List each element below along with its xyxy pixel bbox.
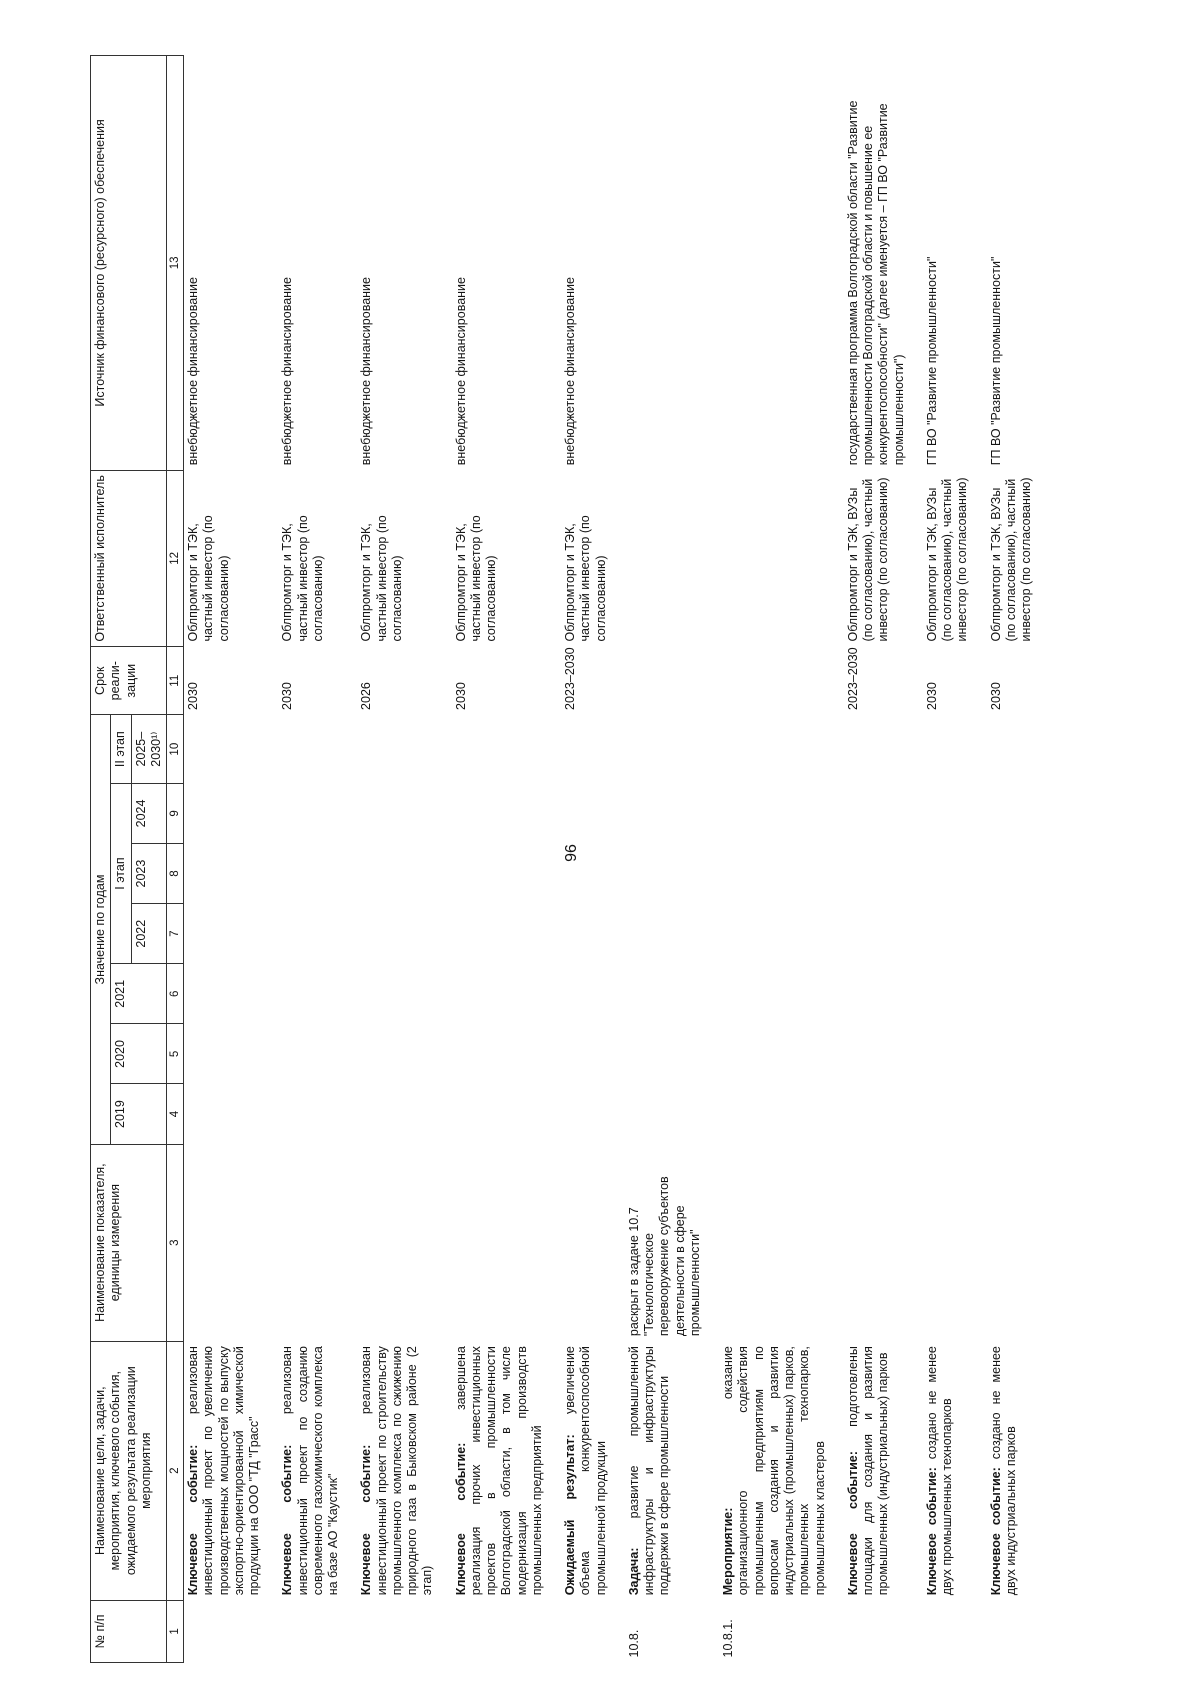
column-number: 3 (167, 1144, 184, 1341)
row-kind: Ключевое событие: (186, 1444, 201, 1596)
header-num: № п/п (91, 1600, 167, 1662)
row-indicator (561, 1144, 625, 1341)
row-term (625, 647, 719, 715)
row-name (452, 1341, 562, 1600)
row-name (719, 1341, 844, 1600)
row-term: 2026 (359, 682, 374, 710)
row-name (278, 1341, 357, 1600)
row-name-text: реализован инвестиционный проект по созданию современного газохимического комплекса на базе АО "Каустик" (280, 1346, 341, 1596)
row-responsible (719, 470, 844, 646)
column-number: 13 (167, 56, 184, 471)
table-row (561, 56, 625, 1663)
row-source: внебюджетное финансирование (359, 277, 374, 466)
header-2024: 2024 (131, 783, 167, 843)
row-term: 2030 (186, 682, 201, 710)
row-num (357, 1600, 451, 1662)
row-responsible: Облпромторг и ТЭК, ВУЗы (по согласованию), частный инвестор (по согласованию) (988, 477, 1034, 642)
header-2021: 2021 (111, 964, 167, 1024)
row-term: 2030 (924, 682, 939, 710)
column-number: 5 (167, 1024, 184, 1084)
row-kind: Ключевое событие: (359, 1444, 374, 1596)
row-num (278, 1600, 357, 1662)
header-2020: 2020 (111, 1024, 167, 1084)
row-responsible (625, 470, 719, 646)
column-numbers-row (167, 56, 184, 1663)
row-name (844, 1341, 923, 1600)
row-source: ГП ВО "Развитие промышленности" (924, 256, 939, 466)
row-term: 2030 (988, 682, 1003, 710)
column-number: 6 (167, 964, 184, 1024)
row-name-text: завершена реализация прочих инвестиционных проектов в промышленности Волгоградской области, в том числе модернизация производств промышленных предприятий (453, 1346, 544, 1596)
column-number: 4 (167, 1084, 184, 1144)
row-num (452, 1600, 562, 1662)
row-num (844, 1600, 923, 1662)
header-stage2: II этап (111, 715, 131, 783)
row-term (719, 647, 844, 715)
row-kind: Ожидаемый результат: (563, 1434, 578, 1596)
row-source: внебюджетное финансирование (186, 277, 201, 466)
row-kind: Мероприятие: (721, 1507, 736, 1596)
header-2019: 2019 (111, 1084, 167, 1144)
row-responsible: Облпромторг и ТЭК, частный инвестор (по согласованию) (359, 515, 404, 642)
table-row (719, 56, 844, 1663)
row-responsible: Облпромторг и ТЭК, частный инвестор (по согласованию) (280, 515, 325, 642)
header-responsible: Ответственный исполнитель (91, 470, 167, 646)
column-number: 10 (167, 715, 184, 783)
row-term: 2030 (280, 682, 295, 710)
row-name-text: создано не менее двух промышленных технопарков (924, 1346, 955, 1596)
row-kind: Ключевое событие: (988, 1467, 1003, 1596)
table-header (91, 56, 184, 1663)
row-source (719, 56, 844, 471)
row-kind: Ключевое событие: (280, 1444, 295, 1596)
row-responsible: Облпромторг и ТЭК, частный инвестор (по согласованию) (453, 515, 499, 642)
row-responsible: Облпромторг и ТЭК, частный инвестор (по согласованию) (563, 515, 608, 642)
column-number: 11 (167, 647, 184, 715)
row-name (987, 1341, 1051, 1600)
row-kind: Задача: (626, 1547, 641, 1596)
row-indicator (278, 1144, 357, 1341)
row-indicator: раскрыт в задаче 10.7 "Технологическое перевооружение субъектов деятельности в сфере промышленности" (626, 1176, 702, 1337)
row-num: 10.8.1. (721, 1619, 736, 1658)
row-name-text: развитие промышленной инфраструктуры и инфраструктуры поддержки в сфере промышленности (626, 1346, 672, 1596)
row-num: 10.8. (626, 1629, 641, 1658)
row-name (923, 1341, 987, 1600)
row-indicator (452, 1144, 562, 1341)
plan-table (90, 55, 1050, 1663)
row-name-text: реализован инвестиционный проект по строительству промышленного комплекса по сжижению природного газа в Быковском районе (2 этап) (359, 1346, 435, 1596)
header-indicator: Наименование показателя, единицы измерения (91, 1144, 167, 1341)
row-term: 2030 (453, 682, 468, 710)
row-source (625, 56, 719, 471)
rotated-table-container (90, 55, 1150, 1663)
table-row (278, 56, 357, 1663)
row-indicator (357, 1144, 451, 1341)
table-row (844, 56, 923, 1663)
row-name (184, 1341, 279, 1600)
table-row (357, 56, 451, 1663)
row-source: государственная программа Волгоградской области "Развитие промышленности Волгоградской области и повышение ее конкурентоспособности" (далее именуется – ГП ВО "Развитие промышленности") (845, 100, 906, 466)
header-stage1: I этап (111, 783, 131, 963)
row-name (561, 1341, 625, 1600)
row-num (923, 1600, 987, 1662)
row-num (987, 1600, 1051, 1662)
row-name-text: создано не менее двух индустриальных парков (988, 1346, 1018, 1596)
row-indicator (719, 1144, 844, 1341)
table-row (452, 56, 562, 1663)
row-name (625, 1341, 719, 1600)
column-number: 8 (167, 844, 184, 904)
header-term: Срок реали-зации (91, 647, 167, 715)
row-responsible: Облпромторг и ТЭК, ВУЗы (по согласованию), частный инвестор (по согласованию) (845, 477, 891, 642)
page-number: 96 (563, 844, 580, 862)
table-row (184, 56, 279, 1663)
column-number: 1 (167, 1600, 184, 1662)
header-2022: 2022 (131, 904, 167, 964)
row-indicator (987, 1144, 1051, 1341)
row-indicator (923, 1144, 987, 1341)
column-number: 2 (167, 1341, 184, 1600)
header-name: Наименование цели, задачи, мероприятия, ключевого события, ожидаемого результата реализации мероприятия (91, 1341, 167, 1600)
row-num (184, 1600, 279, 1662)
row-source: внебюджетное финансирование (563, 277, 578, 466)
row-source: внебюджетное финансирование (280, 277, 295, 466)
row-name-text: подготовлены площадки для создания и развития промышленных (индустриальных) парков (845, 1346, 891, 1596)
column-number: 9 (167, 783, 184, 843)
row-term: 2023–2030 (563, 647, 578, 710)
row-name-text: реализован инвестиционный проект по увеличению производственных мощностей по выпуску экспортно-ориентированной химической продукции на ООО "ТД "Грасс" (186, 1346, 262, 1596)
row-source: ГП ВО "Развитие промышленности" (988, 256, 1003, 466)
row-name (357, 1341, 451, 1600)
table-row (923, 56, 987, 1663)
row-kind: Ключевое событие: (845, 1451, 860, 1596)
column-number: 7 (167, 904, 184, 964)
header-source: Источник финансового (ресурсного) обеспечения (91, 56, 167, 471)
row-responsible: Облпромторг и ТЭК, ВУЗы (по согласованию), частный инвестор (по согласованию) (924, 477, 970, 642)
table-row (987, 56, 1051, 1663)
row-term: 2023–2030 (845, 647, 860, 710)
row-kind: Ключевое событие: (453, 1442, 468, 1596)
row-name-text: оказание организационного содействия промышленным предприятиям по вопросам создания и развития индустриальных (промышленных) парков, промышленных технопарков, промышленных кластеров (721, 1346, 827, 1596)
row-name-text: увеличение объема конкурентоспособной промышленной продукции (563, 1346, 608, 1596)
header-values: Значение по годам (91, 715, 111, 1144)
row-indicator (184, 1144, 279, 1341)
header-2025: 2025–2030¹⁾ (131, 715, 167, 783)
table-row (625, 56, 719, 1663)
table-body (184, 56, 1051, 1663)
header-2023: 2023 (131, 844, 167, 904)
row-num (561, 1600, 625, 1662)
row-indicator (844, 1144, 923, 1341)
column-number: 12 (167, 470, 184, 646)
row-responsible: Облпромторг и ТЭК, частный инвестор (по согласованию) (186, 515, 231, 642)
row-kind: Ключевое событие: (924, 1467, 939, 1596)
row-source: внебюджетное финансирование (453, 277, 468, 466)
